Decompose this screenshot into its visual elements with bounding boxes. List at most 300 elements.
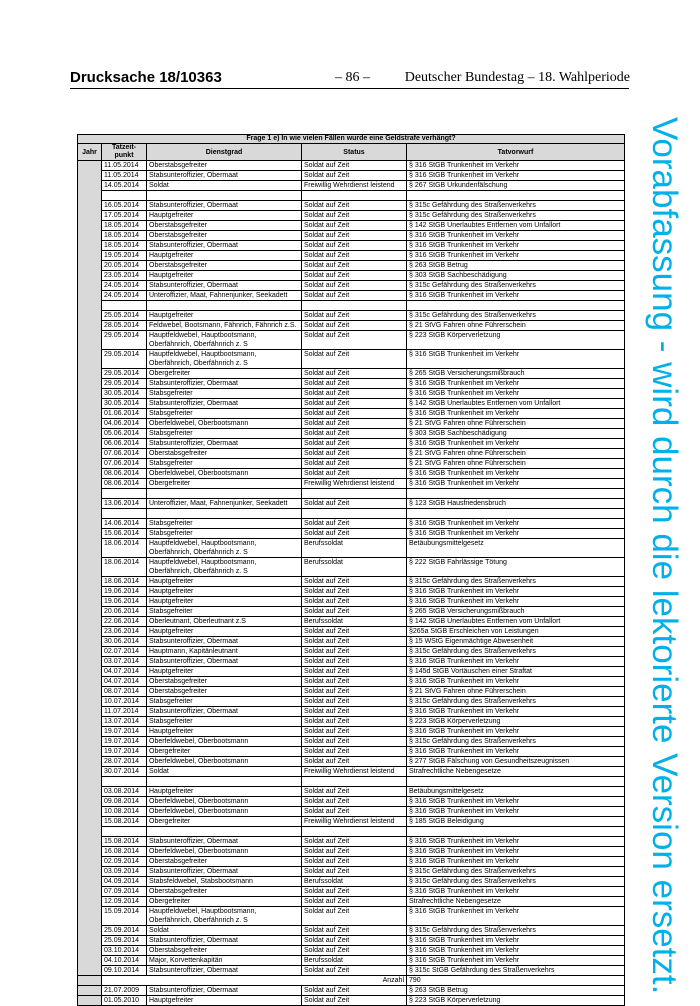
date-cell: 13.06.2014 [102, 499, 147, 509]
year-cell [78, 261, 102, 271]
date-cell: 30.05.2014 [102, 389, 147, 399]
rank-cell: Hauptgefreiter [147, 577, 302, 587]
offense-cell: § 316 StGB Trunkenheit im Verkehr [407, 171, 625, 181]
rank-cell [147, 827, 302, 837]
table-row [78, 767, 625, 777]
year-cell [78, 757, 102, 767]
table-row [78, 161, 625, 171]
year-cell [78, 479, 102, 489]
year-cell [78, 907, 102, 926]
table-row [78, 747, 625, 757]
date-cell: 08.07.2014 [102, 687, 147, 697]
table-row [78, 847, 625, 857]
status-cell: Soldat auf Zeit [302, 171, 407, 181]
year-cell [78, 350, 102, 369]
offense-cell: § 316 StGB Trunkenheit im Verkehr [407, 907, 625, 926]
date-cell: 18.06.2014 [102, 558, 147, 577]
year-cell [78, 409, 102, 419]
offense-cell: § 316 StGB Trunkenheit im Verkehr [407, 241, 625, 251]
rank-cell: Obergefreiter [147, 479, 302, 489]
status-cell [302, 301, 407, 311]
offense-cell: § 21 StVG Fahren ohne Führerschein [407, 449, 625, 459]
status-cell: Soldat auf Zeit [302, 757, 407, 767]
rank-cell: Hauptgefreiter [147, 787, 302, 797]
status-cell: Soldat auf Zeit [302, 311, 407, 321]
table-row [78, 321, 625, 331]
table-row [78, 777, 625, 787]
col-header-status: Status [302, 144, 407, 161]
rank-cell: Stabsunteroffizier, Obermaat [147, 281, 302, 291]
table-row [78, 539, 625, 558]
date-cell: 24.05.2014 [102, 291, 147, 301]
table-body [78, 161, 625, 976]
rank-cell: Stabsunteroffizier, Obermaat [147, 936, 302, 946]
year-cell [78, 797, 102, 807]
offense-cell: § 316 StGB Trunkenheit im Verkehr [407, 797, 625, 807]
table-row [78, 647, 625, 657]
offense-cell: § 142 StGB Unerlaubtes Entfernen vom Unfallort [407, 617, 625, 627]
rank-cell: Hauptgefreiter [147, 587, 302, 597]
date-cell [102, 509, 147, 519]
table-row [78, 509, 625, 519]
offense-cell [407, 777, 625, 787]
offense-cell: § 316 StGB Trunkenheit im Verkehr [407, 847, 625, 857]
offense-cell: § 315c Gefährdung des Straßenverkehrs [407, 281, 625, 291]
date-cell: 11.07.2014 [102, 707, 147, 717]
date-cell: 24.05.2014 [102, 281, 147, 291]
year-cell [78, 181, 102, 191]
rank-cell: Oberstabsgefreiter [147, 857, 302, 867]
offense-cell: § 316 StGB Trunkenheit im Verkehr [407, 350, 625, 369]
table-row [78, 311, 625, 321]
offense-cell: § 315c Gefährdung des Straßenverkehrs [407, 311, 625, 321]
col-header-year: Jahr [78, 144, 102, 161]
status-cell: Berufssoldat [302, 877, 407, 887]
offense-cell: § 315c Gefährdung des Straßenverkehrs [407, 926, 625, 936]
offense-cell: § 315c StGB Gefährdung des Straßenverkehrs [407, 966, 625, 976]
date-cell: 07.09.2014 [102, 887, 147, 897]
date-cell: 04.06.2014 [102, 419, 147, 429]
status-cell: Soldat auf Zeit [302, 787, 407, 797]
status-cell: Soldat auf Zeit [302, 271, 407, 281]
status-cell: Soldat auf Zeit [302, 369, 407, 379]
year-cell [78, 221, 102, 231]
year-cell [78, 647, 102, 657]
date-cell: 16.08.2014 [102, 847, 147, 857]
status-cell: Soldat auf Zeit [302, 887, 407, 897]
year-cell [78, 311, 102, 321]
rank-cell [147, 777, 302, 787]
rank-cell: Soldat [147, 181, 302, 191]
date-cell: 19.07.2014 [102, 737, 147, 747]
date-cell: 18.05.2014 [102, 231, 147, 241]
status-cell: Soldat auf Zeit [302, 627, 407, 637]
rank-cell: Oberstabsgefreiter [147, 449, 302, 459]
offense-cell [407, 489, 625, 499]
status-cell: Soldat auf Zeit [302, 926, 407, 936]
year-cell [78, 867, 102, 877]
year-cell [78, 231, 102, 241]
rank-cell: Obergefreiter [147, 369, 302, 379]
offense-cell: § 277 StGB Fälschung von Gesundheitszeugnissen [407, 757, 625, 767]
status-cell: Soldat auf Zeit [302, 946, 407, 956]
status-cell: Soldat auf Zeit [302, 677, 407, 687]
rank-cell: Stabsfeldwebel, Stabsbootsmann [147, 877, 302, 887]
year-cell [78, 241, 102, 251]
table-row [78, 707, 625, 717]
year-cell [78, 697, 102, 707]
table-row [78, 499, 625, 509]
rank-cell [147, 301, 302, 311]
header-rule [70, 88, 629, 89]
offense-cell: § 21 StVG Fahren ohne Führerschein [407, 687, 625, 697]
rank-cell: Stabsgefreiter [147, 409, 302, 419]
rank-cell: Hauptmann, Kapitänleutnant [147, 647, 302, 657]
status-cell: Soldat auf Zeit [302, 211, 407, 221]
table-row [78, 369, 625, 379]
rank-cell: Stabsunteroffizier, Obermaat [147, 399, 302, 409]
table-row [78, 857, 625, 867]
year-cell [78, 161, 102, 171]
date-cell [102, 489, 147, 499]
date-cell: 19.06.2014 [102, 597, 147, 607]
status-cell: Soldat auf Zeit [302, 857, 407, 867]
table-row [78, 251, 625, 261]
offense-cell: § 223 StGB Körperverletzung [407, 331, 625, 350]
table-row [78, 271, 625, 281]
rank-cell: Stabsunteroffizier, Obermaat [147, 439, 302, 449]
date-cell: 03.09.2014 [102, 867, 147, 877]
date-cell: 23.06.2014 [102, 627, 147, 637]
year-cell [78, 956, 102, 966]
offense-cell: § 315c Gefährdung des Straßenverkehrs [407, 867, 625, 877]
status-cell: Soldat auf Zeit [302, 687, 407, 697]
table-row [78, 399, 625, 409]
date-cell: 10.08.2014 [102, 807, 147, 817]
table-row [78, 627, 625, 637]
offense-cell: § 145d StGB Vortäuschen einer Straftat [407, 667, 625, 677]
status-cell: Soldat auf Zeit [302, 519, 407, 529]
date-cell: 02.09.2014 [102, 857, 147, 867]
table-row [78, 966, 625, 976]
rank-cell: Soldat [147, 767, 302, 777]
year-cell [78, 847, 102, 857]
status-cell: Soldat auf Zeit [302, 697, 407, 707]
table-row [78, 697, 625, 707]
table-row [78, 241, 625, 251]
date-cell: 18.05.2014 [102, 241, 147, 251]
year-cell [78, 509, 102, 519]
date-cell: 20.05.2014 [102, 261, 147, 271]
year-cell [78, 369, 102, 379]
year-cell [78, 667, 102, 677]
status-cell: Soldat auf Zeit [302, 201, 407, 211]
year-cell [78, 577, 102, 587]
year-cell [78, 558, 102, 577]
offense-cell: § 316 StGB Trunkenheit im Verkehr [407, 857, 625, 867]
status-cell: Soldat auf Zeit [302, 966, 407, 976]
status-cell: Soldat auf Zeit [302, 331, 407, 350]
rank-cell: Stabsunteroffizier, Obermaat [147, 707, 302, 717]
publisher: Deutscher Bundestag – 18. Wahlperiode [404, 70, 630, 85]
year-cell [78, 717, 102, 727]
date-cell: 11.05.2014 [102, 161, 147, 171]
rank-cell: Stabsunteroffizier, Obermaat [147, 171, 302, 181]
rank-cell: Oberstabsgefreiter [147, 677, 302, 687]
status-cell: Soldat auf Zeit [302, 459, 407, 469]
table-row [78, 837, 625, 847]
date-cell: 07.06.2014 [102, 459, 147, 469]
table-row [78, 946, 625, 956]
offense-cell: § 185 StGB Beleidigung [407, 817, 625, 827]
table-row [78, 350, 625, 369]
status-cell: Soldat auf Zeit [302, 747, 407, 757]
watermark [622, 117, 692, 995]
year-cell [78, 807, 102, 817]
rank-cell: Oberfeldwebel, Oberbootsmann [147, 757, 302, 767]
year-cell [78, 469, 102, 479]
date-cell: 25.09.2014 [102, 936, 147, 946]
rank-cell: Hauptfeldwebel, Hauptbootsmann, Oberfähnrich, Oberfähnrich z. S [147, 907, 302, 926]
status-cell: Soldat auf Zeit [302, 409, 407, 419]
status-cell: Soldat auf Zeit [302, 350, 407, 369]
table-row [78, 897, 625, 907]
rank-cell: Hauptgefreiter [147, 597, 302, 607]
rank-cell: Stabsgefreiter [147, 607, 302, 617]
table-row [78, 489, 625, 499]
rank-cell: Stabsgefreiter [147, 429, 302, 439]
year-cell [78, 687, 102, 697]
status-cell: Soldat auf Zeit [302, 419, 407, 429]
rank-cell: Hauptgefreiter [147, 627, 302, 637]
date-cell: 15.09.2014 [102, 907, 147, 926]
summary-value: 790 [407, 976, 625, 986]
status-cell: Soldat auf Zeit [302, 647, 407, 657]
date-cell: 01.05.2010 [102, 996, 147, 1006]
year-cell [78, 539, 102, 558]
status-cell: Soldat auf Zeit [302, 907, 407, 926]
table-row [78, 479, 625, 489]
offense-cell: § 316 StGB Trunkenheit im Verkehr [407, 707, 625, 717]
date-cell: 19.07.2014 [102, 727, 147, 737]
year-cell [78, 331, 102, 350]
status-cell: Soldat auf Zeit [302, 807, 407, 817]
table-row [78, 907, 625, 926]
offense-cell: § 142 StGB Unerlaubtes Entfernen vom Unfallort [407, 399, 625, 409]
year-cell [78, 301, 102, 311]
year-cell [78, 211, 102, 221]
rank-cell: Unteroffizier, Maat, Fahnenjunker, Seekadett [147, 291, 302, 301]
page-number: – 86 – [335, 70, 370, 85]
offense-cell: § 316 StGB Trunkenheit im Verkehr [407, 936, 625, 946]
date-cell: 19.06.2014 [102, 587, 147, 597]
rank-cell: Oberfeldwebel, Oberbootsmann [147, 797, 302, 807]
year-cell [78, 171, 102, 181]
table-row [78, 331, 625, 350]
offense-cell: § 21 StVG Fahren ohne Führerschein [407, 459, 625, 469]
rank-cell: Obergefreiter [147, 747, 302, 757]
year-cell [78, 946, 102, 956]
rank-cell: Hauptgefreiter [147, 251, 302, 261]
table-row [78, 459, 625, 469]
status-cell: Soldat auf Zeit [302, 727, 407, 737]
year-cell [78, 677, 102, 687]
status-cell [302, 489, 407, 499]
status-cell: Soldat auf Zeit [302, 607, 407, 617]
offense-cell: § 265 StGB Versicherungsmißbrauch [407, 607, 625, 617]
status-cell: Soldat auf Zeit [302, 439, 407, 449]
status-cell: Soldat auf Zeit [302, 231, 407, 241]
year-cell [78, 627, 102, 637]
offense-cell: § 303 StGB Sachbeschädigung [407, 271, 625, 281]
status-cell: Soldat auf Zeit [302, 637, 407, 647]
rank-cell: Stabsunteroffizier, Obermaat [147, 241, 302, 251]
status-cell: Soldat auf Zeit [302, 986, 407, 996]
year-cell [78, 291, 102, 301]
summary-year-cell [78, 976, 102, 986]
status-cell: Soldat auf Zeit [302, 389, 407, 399]
status-cell: Soldat auf Zeit [302, 529, 407, 539]
date-cell: 22.06.2014 [102, 617, 147, 627]
offense-cell: § 316 StGB Trunkenheit im Verkehr [407, 231, 625, 241]
rank-cell: Hauptgefreiter [147, 271, 302, 281]
status-cell: Soldat auf Zeit [302, 707, 407, 717]
offense-cell: § 316 StGB Trunkenheit im Verkehr [407, 469, 625, 479]
offense-cell: § 303 StGB Sachbeschädigung [407, 429, 625, 439]
year-cell [78, 439, 102, 449]
offense-cell: § 316 StGB Trunkenheit im Verkehr [407, 657, 625, 667]
offense-cell: § 15 WStG Eigenmächtige Abwesenheit [407, 637, 625, 647]
rank-cell: Stabsunteroffizier, Obermaat [147, 379, 302, 389]
status-cell: Soldat auf Zeit [302, 281, 407, 291]
year-cell [78, 707, 102, 717]
year-cell [78, 996, 102, 1006]
rank-cell: Oberstabsgefreiter [147, 261, 302, 271]
year-cell [78, 887, 102, 897]
date-cell: 12.09.2014 [102, 897, 147, 907]
rank-cell: Stabsgefreiter [147, 529, 302, 539]
rank-cell: Feldwebel, Bootsmann, Fähnrich, Fähnrich z.S. [147, 321, 302, 331]
rank-cell [147, 509, 302, 519]
date-cell: 01.06.2014 [102, 409, 147, 419]
rank-cell: Stabsunteroffizier, Obermaat [147, 986, 302, 996]
table-row [78, 389, 625, 399]
year-cell [78, 637, 102, 647]
offense-cell: § 315c Gefährdung des Straßenverkehrs [407, 577, 625, 587]
year-cell [78, 737, 102, 747]
status-cell: Soldat auf Zeit [302, 449, 407, 459]
rank-cell: Major, Korvettenkapitän [147, 956, 302, 966]
rank-cell: Hauptgefreiter [147, 996, 302, 1006]
table-row [78, 577, 625, 587]
table-row [78, 867, 625, 877]
date-cell: 25.09.2014 [102, 926, 147, 936]
year-cell [78, 777, 102, 787]
status-cell: Soldat auf Zeit [302, 241, 407, 251]
date-cell: 03.08.2014 [102, 787, 147, 797]
date-cell: 02.07.2014 [102, 647, 147, 657]
doc-prefix: Drucksache 18/ [70, 69, 181, 86]
status-cell: Soldat auf Zeit [302, 936, 407, 946]
date-cell: 11.05.2014 [102, 171, 147, 181]
date-cell: 15.06.2014 [102, 529, 147, 539]
date-cell: 04.07.2014 [102, 667, 147, 677]
year-cell [78, 727, 102, 737]
rank-cell: Oberstabsgefreiter [147, 687, 302, 697]
rank-cell: Obergefreiter [147, 817, 302, 827]
offense-cell: Betäubungsmittelgesetz [407, 787, 625, 797]
date-cell: 14.05.2014 [102, 181, 147, 191]
offense-cell [407, 301, 625, 311]
table-row [78, 558, 625, 577]
offense-cell: Strafrechtliche Nebengesetze [407, 767, 625, 777]
status-cell: Soldat auf Zeit [302, 717, 407, 727]
rank-cell: Stabsgefreiter [147, 697, 302, 707]
table-row [78, 291, 625, 301]
table-row [78, 419, 625, 429]
rank-cell: Oberfeldwebel, Oberbootsmann [147, 807, 302, 817]
date-cell: 19.07.2014 [102, 747, 147, 757]
status-cell: Soldat auf Zeit [302, 161, 407, 171]
table-row [78, 687, 625, 697]
rank-cell: Stabsgefreiter [147, 389, 302, 399]
rank-cell: Oberstabsgefreiter [147, 231, 302, 241]
table-row [78, 181, 625, 191]
table-title: Frage 1 e) In wie vielen Fällen wurde eine Geldstrafe verhängt? [78, 135, 625, 144]
table-row [78, 936, 625, 946]
status-cell: Soldat auf Zeit [302, 251, 407, 261]
rank-cell: Stabsgefreiter [147, 519, 302, 529]
status-cell: Soldat auf Zeit [302, 597, 407, 607]
rank-cell: Stabsunteroffizier, Obermaat [147, 637, 302, 647]
status-cell: Soldat auf Zeit [302, 291, 407, 301]
date-cell: 09.08.2014 [102, 797, 147, 807]
rank-cell: Stabsunteroffizier, Obermaat [147, 657, 302, 667]
table-row [78, 597, 625, 607]
offense-cell: Strafrechtliche Nebengesetze [407, 897, 625, 907]
offense-cell: § 316 StGB Trunkenheit im Verkehr [407, 956, 625, 966]
date-cell: 21.07.2009 [102, 986, 147, 996]
rank-cell: Unteroffizier, Maat, Fahnenjunker, Seekadett [147, 499, 302, 509]
year-cell [78, 271, 102, 281]
status-cell: Soldat auf Zeit [302, 499, 407, 509]
col-header-date: Tatzeit-punkt [102, 144, 147, 161]
table-row [78, 727, 625, 737]
watermark-text: Vorabfassung - wird durch die lektorierte Version ersetzt. [645, 117, 684, 995]
year-cell [78, 827, 102, 837]
table-tail [78, 986, 625, 1006]
year-cell [78, 419, 102, 429]
date-cell: 18.06.2014 [102, 577, 147, 587]
date-cell: 16.05.2014 [102, 201, 147, 211]
table-row [78, 717, 625, 727]
year-cell [78, 201, 102, 211]
date-cell: 30.05.2014 [102, 399, 147, 409]
table-row [78, 877, 625, 887]
offense-cell: § 316 StGB Trunkenheit im Verkehr [407, 379, 625, 389]
offense-cell: § 263 StGB Betrug [407, 986, 625, 996]
table-row [78, 637, 625, 647]
date-cell: 18.05.2014 [102, 221, 147, 231]
table-row [78, 409, 625, 419]
year-cell [78, 459, 102, 469]
rank-cell: Oberfeldwebel, Oberbootsmann [147, 419, 302, 429]
doc-number: 10363 [180, 69, 222, 86]
offense-cell: § 315c Gefährdung des Straßenverkehrs [407, 737, 625, 747]
status-cell: Soldat auf Zeit [302, 657, 407, 667]
page-header [70, 69, 630, 87]
status-cell: Freiwillig Wehrdienst leistend [302, 817, 407, 827]
